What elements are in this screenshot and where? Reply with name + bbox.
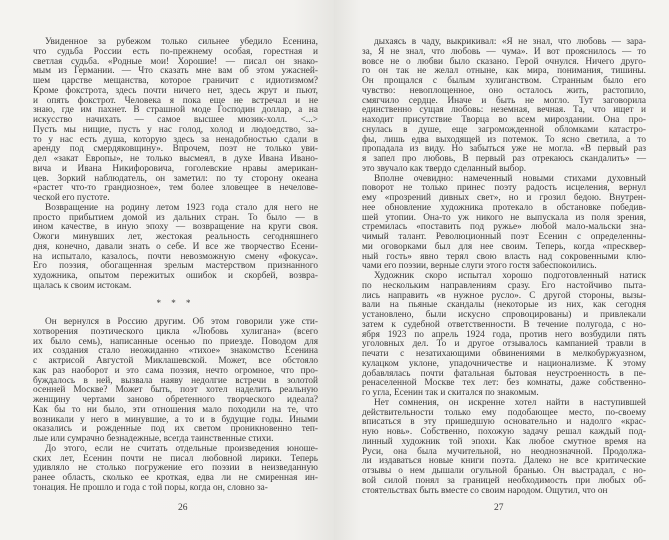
text-line: находит присутствие Творца во всем мироздании. Она про- xyxy=(362,115,646,125)
page-number: 26 xyxy=(178,503,188,513)
text-line: их было семь), написанные осенью по приезде. Поводом для xyxy=(33,336,318,347)
text-line: хотворения поэтического цикла «Любовь хулигана» (всего xyxy=(33,326,318,337)
text-line: Он вернулся в Россию другим. Об этом говорили уже сти- xyxy=(45,317,318,327)
text-line: ренаселенной Москве тех лет: без комнаты, даже собственно- xyxy=(362,378,646,389)
text-line: До этого, если не считать отдельные произведения юноше- xyxy=(45,443,318,454)
text-line: светлая судьба. «Родные мои! Хорошие! — писал он знако- xyxy=(33,56,318,67)
text-line: ли издаваться новые книги поэта. Далеко не все критические xyxy=(362,456,646,467)
text-line: печати с незатихающими обвинениями в мелкобуржуазном, xyxy=(362,349,646,359)
text-line: стремилась «поставить под ружье» любой мало-мальски зна- xyxy=(362,222,646,233)
text-line: фы, лишь едва выходящей из потемок. То ясно светила, а то xyxy=(362,134,646,145)
text-line: оказались и рожденные под их светом проникновенно теп- xyxy=(33,424,318,435)
text-line: их создания стало неожиданно «тихое» знакомство Есенина xyxy=(33,346,318,357)
text-line: уголовных дел. То и другое отзывалось кампанией травли в xyxy=(362,339,646,350)
text-line: шей утопии. Она-то уж никого не выпускала из поля зрения, xyxy=(362,212,646,223)
text-line: и опять фокстрот. Человека я пока еще не встречал и не xyxy=(33,95,318,106)
paragraph xyxy=(33,38,318,204)
paragraph xyxy=(362,38,646,175)
text-line: линный художник той эпохи. Как любое смутное время на xyxy=(362,436,646,447)
text-line: вовсе не о любви было сказано. Герой очнулся. Ничего друго- xyxy=(362,56,646,67)
text-line: аренду под смердяковщину». Впрочем, поэт не только уви- xyxy=(33,144,318,155)
text-line: добавлялась почти фатальная бытовая неустроенность в пе- xyxy=(362,368,646,379)
text-line: просто прибытием домой из дальних стран. То было — в xyxy=(33,212,318,223)
text-line: тонация. Не прошло и года с той поры, когда он, словно за- xyxy=(33,482,268,493)
text-line: как раз наоборот и это сама поэзия, нечто огромное, что про- xyxy=(33,365,318,376)
text-line: установлено, были искусно спровоцированы) и привлекали xyxy=(362,310,646,320)
text-block xyxy=(362,38,646,496)
text-line: я запел про любовь, В первый раз отрекаюсь скандалить» — xyxy=(362,154,646,164)
text-line: вича и Ивана Никифоровича, гоголевские нравы американ- xyxy=(33,163,318,174)
text-line: Руси, она была мучительной, но неоднозначной. Продолжа- xyxy=(362,446,646,457)
text-line: Его поэзия, обогащенная зрелым мастерством признанного xyxy=(33,261,318,272)
text-line: смягчило сердце. Иначе и быть не могло. Тут заговорила xyxy=(362,95,646,106)
text-line: цев. Зоркий наблюдатель, он заметил: по ту сторону океана xyxy=(33,173,318,184)
text-line: чувство: невоплощенное, оно осталось жить, растопило, xyxy=(362,85,646,96)
page-number: 27 xyxy=(494,503,504,513)
text-block xyxy=(33,318,318,494)
text-line: действительности только ему подобающее место, по-своему xyxy=(362,407,646,418)
text-line: лись направить «в нужное русло». С другой стороны, вызы- xyxy=(362,290,646,301)
text-line: дыхаясь в чаду, выкрикивал: «Я не знал, что любовь — зара- xyxy=(374,37,646,47)
text-line: чами его поэзии, верные слуги этого гостя забеспокоились. xyxy=(362,261,597,272)
text-line: щалась к своим истокам. xyxy=(33,280,132,291)
paragraph xyxy=(362,399,646,497)
text-line: с актрисой Августой Миклашевской. Может, все обстояло xyxy=(33,356,318,366)
text-line: за, Я не знал, что любовь — чума». И вот прояснилось — то xyxy=(362,46,646,57)
text-line: го угла, Есенин так и скитался по знакомым. xyxy=(362,388,539,398)
text-line: искусство начихать — самое высшее мюзик-холл. <...> xyxy=(33,115,318,125)
text-line: ему «прозрений дивных свет», но и грозил бедою. Внутрен- xyxy=(362,193,646,203)
paragraph xyxy=(362,272,646,399)
text-line: стоятельствах быть вместе со своим народом. Ощутил, что он xyxy=(362,485,608,496)
text-line: го он так не желал отныне, как мира, понимания, тишины. xyxy=(362,66,646,77)
text-line: дня, конечно, давали знать о себе. И все же творчество Есени- xyxy=(33,241,318,252)
text-line: вали на пьяные скандалы (некоторые из них, как сегодня xyxy=(362,300,646,311)
text-line: осенней Москве? Может быть, поэт хотел наделить реальную xyxy=(33,385,318,396)
text-line: затем к судебной ответственности. В течение полугода, с но- xyxy=(362,319,646,330)
text-line: вписаться в эту пришедшую основательно и надолго «крас- xyxy=(362,417,646,428)
paragraph xyxy=(33,445,318,494)
paragraph xyxy=(362,175,646,273)
text-line: ября 1923 по апрель 1924 года, против него возбудили пять xyxy=(362,329,646,340)
text-line: возникали у него в минувшие, а то и в будущие годы. Иными xyxy=(33,414,318,425)
text-line: это звучало как твердо сделанный выбор. xyxy=(362,163,527,174)
text-line: ранее область, сколько ее кроткая, едва ли не смиренная ин- xyxy=(33,473,318,483)
text-line: «растет что-то грандиозное», тем более зловещее в нечелове- xyxy=(33,183,318,194)
text-line: ином качестве, в иную эпоху — возвращение на круги своя. xyxy=(33,222,318,233)
text-line: Кроме фокстрота, здесь почти ничего нет, здесь жрут и пьют, xyxy=(33,85,318,96)
text-line: Нет сомнения, он искренне хотел найти в наступившей xyxy=(374,397,646,408)
text-line: на испытало, казалось, почти невозможную смену «фокуса». xyxy=(33,251,318,262)
text-block xyxy=(33,38,318,292)
text-line: дел «закат Европы», не только высмеял, в духе Ивана Ивано- xyxy=(33,154,318,164)
left-page xyxy=(0,0,334,540)
text-line: Возвращение на родину летом 1923 года стало для него не xyxy=(45,202,318,213)
text-line: Как бы то ни было, эти отношения мало походили на те, что xyxy=(33,404,318,415)
text-line: по нескольким направлениям сразу. Его настойчиво пыта- xyxy=(362,280,646,291)
text-line: ческой его пустоте. xyxy=(33,193,110,203)
text-line: Пусть мы нищие, пусть у нас голод, холод и людоедство, за- xyxy=(33,124,318,135)
text-line: Художник скоро испытал хорошо подготовленный натиск xyxy=(374,271,646,281)
text-line: чимый талант. Революционный поэт Есенин с определенны- xyxy=(362,232,646,242)
text-line: Вполне очевидно: намеченный новыми стихами духовный xyxy=(374,173,646,184)
text-line: мым из Германии. — Что сказать мне вам об этом ужасней- xyxy=(33,66,318,77)
text-line: вой силой понял за границей необходимость при любых об- xyxy=(362,475,646,486)
text-line: то у нас есть душа, которую здесь за ненадобностью сдали в xyxy=(33,134,318,145)
text-line: нее обновление художника протекало в обстановке победив- xyxy=(362,202,646,213)
text-line: кулацком уклоне, упадочничестве и национализме. К этому xyxy=(362,358,646,369)
text-line: ный гость» явно терял свою власть над сокровенными клю- xyxy=(362,251,646,262)
text-line: ную новь». Собственно, похожую задачу решал каждый под- xyxy=(362,427,646,437)
text-line: буждалось в ней, вызвала наяву недолгие встречи в золотой xyxy=(33,375,318,386)
text-line: что судьба России есть по-прежнему особая, горестная и xyxy=(33,46,318,57)
text-line: Ожоги минувших лет, жестокая реальность сегодняшнего xyxy=(33,232,318,242)
text-line: удивляло не столько погружение его поэзии в неизведанную xyxy=(33,463,318,474)
paragraph xyxy=(33,318,318,445)
text-line: Увиденное за рубежом только сильнее убедило Есенина, xyxy=(45,37,318,47)
section-separator: * * * xyxy=(156,298,195,308)
text-line: единственно сущая любовь: неземная, вечная. Та, что ищет и xyxy=(362,105,646,116)
text-line: пропадала из виду. Но забыться уже не могла. «В первый раз xyxy=(362,144,646,155)
text-line: отзывы о нем дышали огульной бранью. Он выстрадал, с но- xyxy=(362,466,646,476)
paragraph xyxy=(33,204,318,292)
text-line: ми оговорками был для нее своим. Теперь, когда «пресквер- xyxy=(362,241,646,252)
text-line: поворот не только принес поэту радость исцеления, вернул xyxy=(362,183,646,194)
text-line: лые или сумрачно безнадежные, всегда таинственные стихи. xyxy=(33,434,274,444)
text-line: знаю, где им пахнет. В страшной моде Господин доллар, а на xyxy=(33,105,318,116)
text-line: ских лет, Есенин почти не писал любовной лирики. Теперь xyxy=(33,453,318,464)
text-line: Он прощался с былым хулиганством. Странным было его xyxy=(362,76,646,86)
text-line: снулась в душе, еще загроможденной обломками катастро- xyxy=(362,124,646,135)
text-line: женщину чертами заново обретенного творческого идеала? xyxy=(33,395,318,405)
text-line: шем царстве мещанства, которое граничит с идиотизмом? xyxy=(33,76,318,86)
text-line: художника, опытом пережитых ошибок и скорбей, возвра- xyxy=(33,271,318,281)
right-page xyxy=(334,0,669,540)
